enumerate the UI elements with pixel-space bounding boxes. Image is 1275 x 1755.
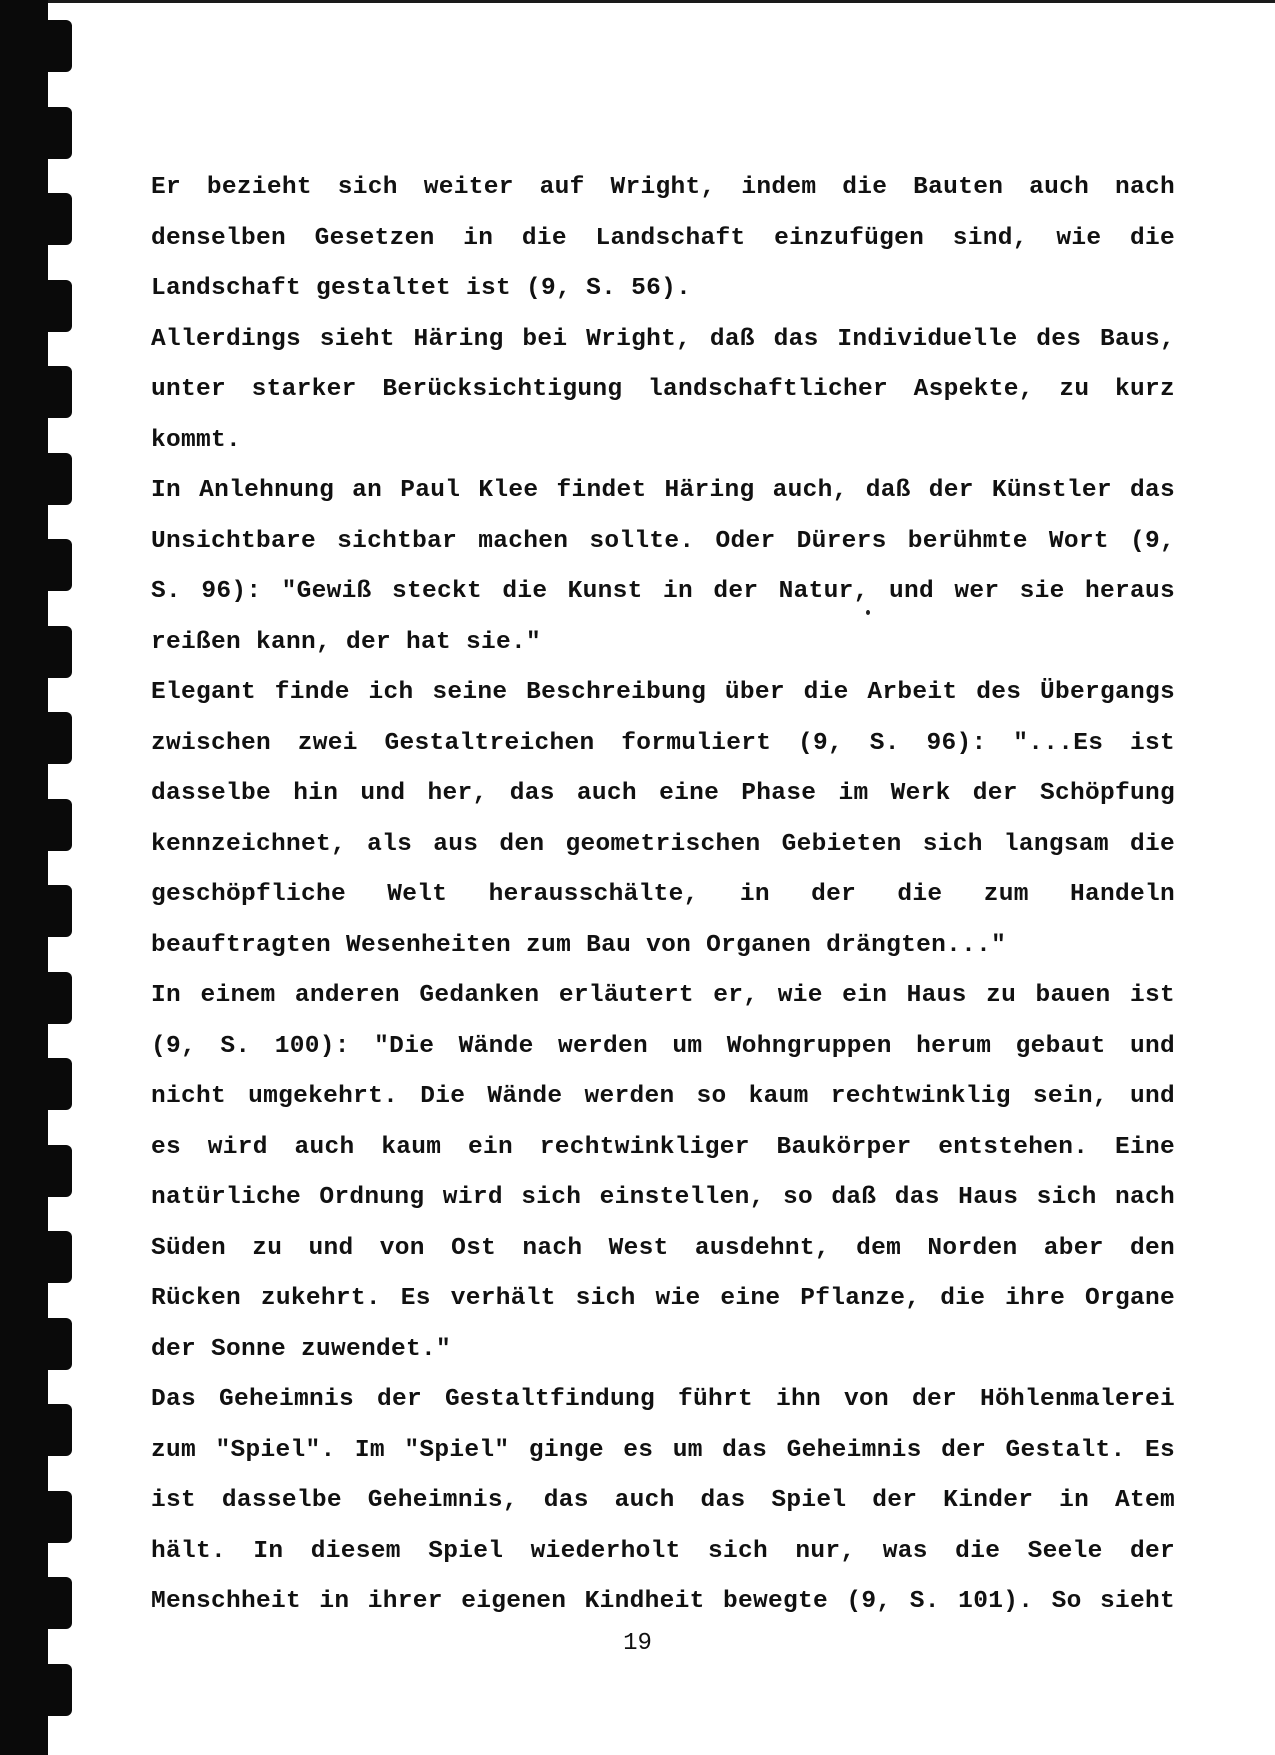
text-line: Allerdings sieht Häring bei Wright, daß das Individuelle des Baus,: [151, 325, 1175, 353]
text-line: hält. In diesem Spiel wiederholt sich nur, was die Seele der: [151, 1537, 1175, 1565]
text-line: ist dasselbe Geheimnis, das auch das Spiel der Kinder in Atem: [151, 1487, 1175, 1514]
binding-ring: [40, 107, 72, 159]
binding-ring: [40, 1664, 72, 1716]
binding-ring: [40, 453, 72, 505]
text-line: beauftragten Wesenheiten zum Bau von Organen drängten...": [151, 931, 1007, 959]
binding-ring: [40, 366, 72, 418]
binding-ring: [40, 1404, 72, 1456]
text-line: S. 96): "Gewiß steckt die Kunst in der Natur, und wer sie heraus: [151, 578, 1175, 605]
ink-speck: [866, 610, 870, 615]
text-line: Elegant finde ich seine Beschreibung über die Arbeit des Übergangs: [151, 679, 1175, 706]
text-line: Landschaft gestaltet ist (9, S. 56).: [151, 275, 692, 302]
binding-ring: [40, 193, 72, 245]
page-number: 19: [623, 1630, 652, 1657]
text-line: Süden zu und von Ost nach West ausdehnt, dem Norden aber den: [151, 1234, 1175, 1262]
text-line: (9, S. 100): "Die Wände werden um Wohngruppen herum gebaut und: [151, 1032, 1175, 1060]
binding-ring: [40, 712, 72, 764]
text-line: Menschheit in ihrer eigenen Kindheit bewegte (9, S. 101). So sieht: [151, 1588, 1175, 1615]
binding-ring: [40, 539, 72, 591]
text-line: In Anlehnung an Paul Klee findet Häring auch, daß der Künstler das: [151, 477, 1175, 504]
binding-ring: [40, 20, 72, 72]
binding-ring: [40, 1577, 72, 1629]
text-line: denselben Gesetzen in die Landschaft einzufügen sind, wie die: [151, 224, 1175, 252]
text-line: kennzeichnet, als aus den geometrischen Gebieten sich langsam die: [151, 830, 1175, 858]
text-line: Das Geheimnis der Gestaltfindung führt ihn von der Höhlenmalerei: [151, 1386, 1175, 1413]
binding-ring: [40, 972, 72, 1024]
binding-ring: [40, 1145, 72, 1197]
binding-ring: [40, 626, 72, 678]
text-line: es wird auch kaum ein rechtwinkliger Baukörper entstehen. Eine: [151, 1133, 1175, 1161]
text-line: kommt.: [151, 426, 242, 454]
text-line: dasselbe hin und her, das auch eine Phase im Werk der Schöpfung: [151, 780, 1175, 807]
text-line: nicht umgekehrt. Die Wände werden so kaum rechtwinklig sein, und: [151, 1083, 1175, 1110]
top-edge-line: [0, 0, 1275, 3]
binding-ring: [40, 280, 72, 332]
text-line: der Sonne zuwendet.": [151, 1335, 452, 1363]
text-line: Rücken zukehrt. Es verhält sich wie eine Pflanze, die ihre Organe: [151, 1285, 1175, 1312]
text-line: zwischen zwei Gestaltreichen formuliert (9, S. 96): "...Es ist: [151, 729, 1175, 757]
binding-ring: [40, 885, 72, 937]
binding-ring: [40, 1318, 72, 1370]
text-line: zum "Spiel". Im "Spiel" ginge es um das Geheimnis der Gestalt. Es: [151, 1436, 1175, 1464]
text-line: In einem anderen Gedanken erläutert er, wie ein Haus zu bauen ist: [151, 982, 1175, 1009]
spiral-binding: [0, 0, 80, 1755]
text-line: reißen kann, der hat sie.": [151, 628, 542, 656]
text-line: unter starker Berücksichtigung landschaftlicher Aspekte, zu kurz: [151, 376, 1175, 403]
binding-ring: [40, 1231, 72, 1283]
text-line: Er bezieht sich weiter auf Wright, indem die Bauten auch nach: [151, 174, 1175, 201]
text-line: natürliche Ordnung wird sich einstellen, so daß das Haus sich nach: [151, 1184, 1175, 1211]
binding-ring: [40, 1491, 72, 1543]
text-line: geschöpfliche Welt herausschälte, in der die zum Handeln: [151, 881, 1175, 908]
binding-ring: [40, 1058, 72, 1110]
body-text: [151, 163, 1175, 1628]
binding-ring: [40, 799, 72, 851]
text-line: Unsichtbare sichtbar machen sollte. Oder Dürers berühmte Wort (9,: [151, 527, 1175, 555]
